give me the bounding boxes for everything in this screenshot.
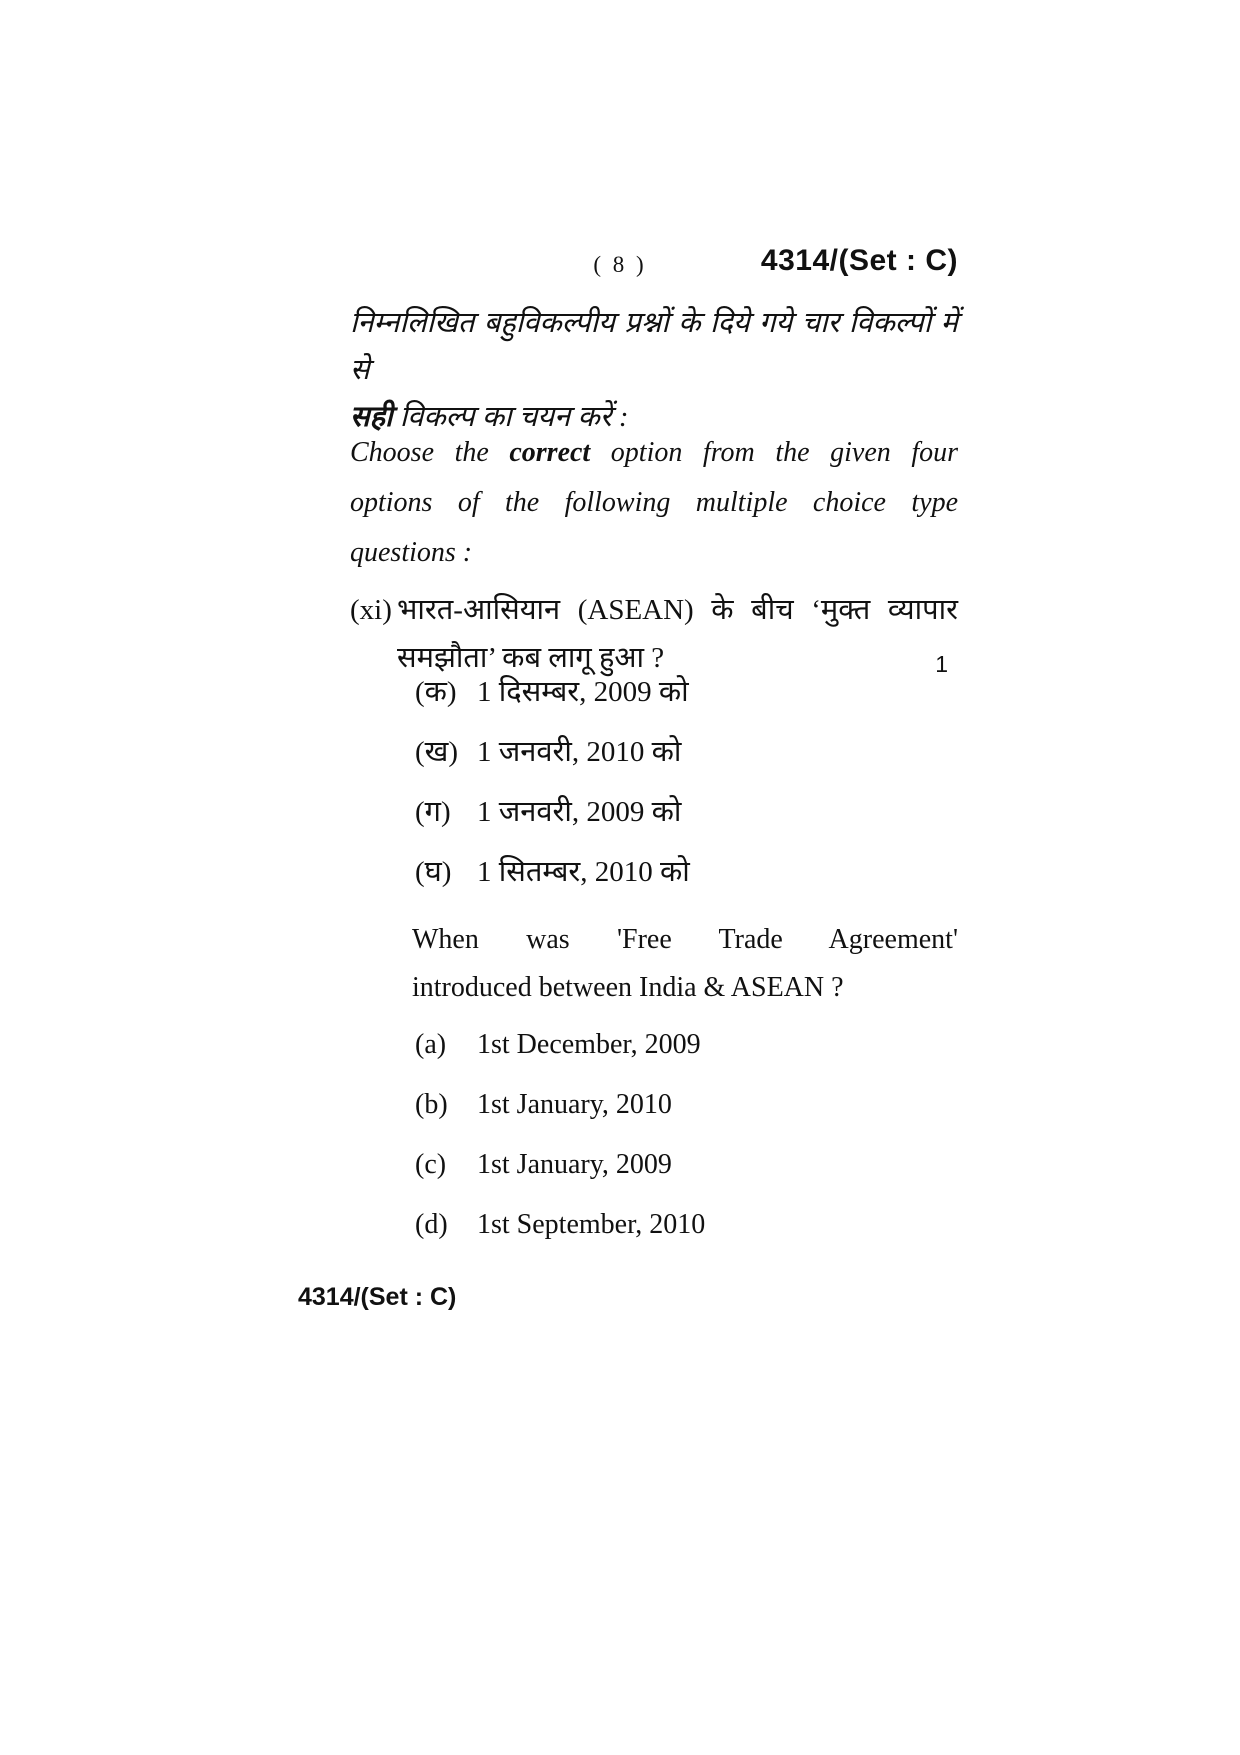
hindi-instruction-paragraph (350, 300, 958, 441)
option-row-b (415, 1088, 705, 1122)
english-instruction-line1 (350, 428, 958, 478)
option-label: (d) (415, 1209, 448, 1240)
option-row-ga (415, 794, 690, 830)
english-instruction-line1-pre: Choose the (350, 437, 510, 468)
question-english-text (412, 916, 958, 1012)
hindi-instruction-line1: निम्नलिखित बहुविकल्पीय प्रश्नों के दिये गये चार विकल्पों में से (350, 307, 958, 386)
option-row-d (415, 1208, 705, 1242)
question-english-line2: introduced between India & ASEAN ? (412, 972, 844, 1003)
footer-set-code: 4314/(Set : C) (298, 1283, 457, 1311)
english-options-list (415, 1028, 705, 1242)
question-hindi-line2: समझौता’ कब लागू हुआ ? (397, 642, 665, 674)
option-text: 1st December, 2009 (477, 1029, 701, 1060)
option-label: (क) (415, 676, 457, 708)
option-row-kha (415, 734, 690, 770)
option-label: (b) (415, 1089, 448, 1120)
english-instruction-line3: questions : (350, 537, 473, 568)
header-set-code: 4314/(Set : C) (760, 244, 958, 277)
question-number: (xi) (350, 594, 392, 626)
english-instruction-line2: options of the following multiple choice type (350, 487, 958, 518)
option-text: 1st January, 2010 (477, 1089, 672, 1120)
option-label: (ग) (415, 796, 451, 828)
option-text: 1 जनवरी, 2010 को (477, 736, 682, 768)
option-row-a (415, 1028, 705, 1062)
question-english-line1: When was 'Free Trade Agreement' (412, 924, 958, 955)
option-row-c (415, 1148, 705, 1182)
option-text: 1 सितम्बर, 2010 को (477, 856, 690, 888)
question-hindi-line1: भारत-आसियान (ASEAN) के बीच ‘मुक्त व्यापार (397, 594, 958, 626)
option-text: 1 दिसम्बर, 2009 को (477, 676, 689, 708)
hindi-instruction-line2-rest: विकल्प का चयन करें : (392, 401, 629, 433)
english-instruction-line1-post: option from the given four (590, 437, 958, 468)
english-instruction-bold-word: correct (509, 437, 591, 468)
option-text: 1st September, 2010 (477, 1209, 706, 1240)
english-instruction-paragraph (350, 428, 958, 578)
option-text: 1st January, 2009 (477, 1149, 672, 1180)
option-text: 1 जनवरी, 2009 को (477, 796, 682, 828)
option-label: (ख) (415, 736, 459, 768)
page-number: ( 8 ) (593, 252, 647, 277)
hindi-options-list (415, 674, 690, 890)
question-xi-block (350, 586, 958, 682)
marks-value: 1 (935, 651, 948, 677)
question-hindi-text (397, 586, 958, 682)
option-label: (c) (415, 1149, 447, 1180)
option-row-gha (415, 854, 690, 890)
hindi-instruction-bold-word: सही (350, 401, 393, 433)
option-row-ka (415, 674, 690, 710)
option-label: (घ) (415, 856, 452, 888)
option-label: (a) (415, 1029, 447, 1060)
